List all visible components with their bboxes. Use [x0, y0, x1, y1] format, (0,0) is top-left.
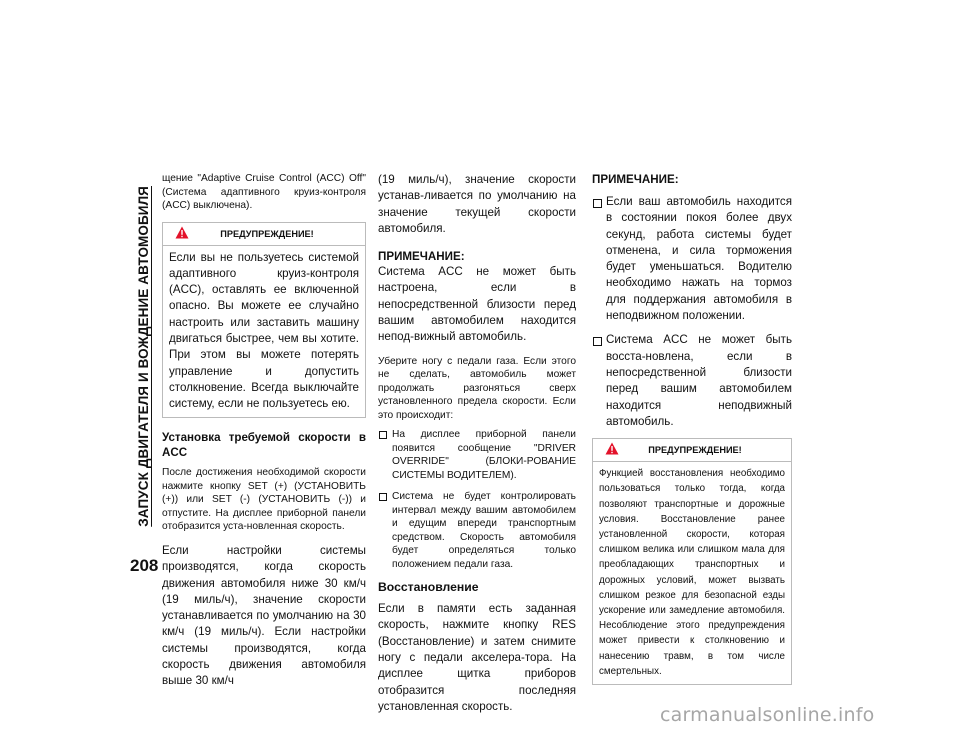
- warning-title: ПРЕДУПРЕЖДЕНИЕ!: [648, 445, 742, 456]
- list-item: [378, 428, 576, 482]
- accelerator-paragraph: Уберите ногу с педали газа. Если этого не сделать, автомобиль может продолжать разгоняться сверх установленного предела скорости. Если это происходит:: [378, 355, 576, 421]
- warning-box-1: [162, 222, 366, 419]
- list-item: [378, 490, 576, 571]
- default-speed-paragraph: Если настройки системы производятся, когда скорость движения автомобиля ниже 30 км/ч (19 миль/ч), значение скорости устанавливается по умолчанию на 30 км/ч (19 миль/ч). Если настройки системы производятся, когда скорость движения автомобиля выше 30 км/ч: [162, 543, 366, 688]
- section-title-vertical: [130, 170, 156, 542]
- warning-header: [599, 439, 785, 461]
- checkbox-bullet-icon: [593, 199, 602, 208]
- column-1: [162, 172, 366, 690]
- list-item-text: На дисплее приборной панели появится сообщение "DRIVER OVERRIDE" (БЛОКИ-РОВАНИЕ СИСТЕМЫ ВОДИТЕЛЕМ).: [392, 429, 576, 481]
- set-speed-instructions: После достижения необходимой скорости нажмите кнопку SET (+) (УСТАНОВИТЬ (+)) или SET (-) (УСТАНОВИТЬ (-)) и отпустите. На дисплее приборной панели отобразится уста-новленная скорость.: [162, 467, 366, 533]
- heading-set-speed: Установка требуемой скорости в ACC: [162, 431, 366, 460]
- watermark: carmanualsonline.info: [660, 704, 875, 726]
- list-item: [592, 332, 792, 430]
- warning-icon: [175, 226, 189, 239]
- note-title: ПРИМЕЧАНИЕ:: [378, 250, 465, 264]
- list-item-text: Если ваш автомобиль находится в состоянии покоя более двух секунд, работа системы будет отменена, и сила торможения будет уменьшаться. Водителю необходимо нажать на тормоз для поддержания автомобиля в неподвижном положении.: [606, 195, 792, 323]
- section-title-text: ЗАПУСК ДВИГАТЕЛЯ И ВОЖДЕНИЕ АВТОМОБИЛЯ: [135, 185, 151, 527]
- list-item-text: Система ACC не может быть восста-новлена, если в непосредственной близости перед вашим автомобилем находится неподвижный автомобиль.: [606, 333, 792, 428]
- warning-text: Функцией восстановления необходимо пользоваться только тогда, когда позволяют транспортные и дорожные условия. Восстановление ранее установленной скорости, которая слишком велика или слишком мала для преобладающих транспортных и дорожных условий, может вызвать слишком резкое для безопасной езды ускорение или замедление автомобиля. Несоблюдение этого предупреждения может привести к столкновению и нанесению травм, в том числе смертельных.: [599, 468, 785, 677]
- warning-header: [169, 223, 359, 245]
- heading-resume: Восстановление: [378, 580, 479, 595]
- warning-box-2: [592, 438, 792, 685]
- continued-paragraph: (19 миль/ч), значение скорости устанав-ливается по умолчанию на значение текущей скорости автомобиля.: [378, 173, 576, 235]
- list-item-text: Система не будет контролировать интервал между вашим автомобилем и едущим впереди транспортным средством. Скорость автомобиля будет определяться только положением педали газа.: [392, 491, 576, 570]
- intro-paragraph: щение "Adaptive Cruise Control (ACC) Off" (Система адаптивного круиз-контроля (ACC) выключена).: [162, 173, 366, 211]
- note-title: ПРИМЕЧАНИЕ:: [592, 173, 679, 186]
- list-item: [592, 194, 792, 324]
- warning-text: Если вы не пользуетесь системой адаптивного круиз-контроля (ACC), оставлять ее включенной опасно. Вы можете ее случайно настроить или заставить машину двигаться быстрее, чем вы хотите. При этом вы можете потерять управление и допустить столкновение. Всегда выключайте систему, если не пользуетесь ею.: [169, 250, 359, 411]
- resume-paragraph: Если в памяти есть заданная скорость, нажмите кнопку RES (Восстановление) и затем снимите ногу с педали акселера-тора. На дисплее щитка приборов отобразится последняя установленная скорость.: [378, 602, 576, 713]
- warning-icon: [605, 442, 619, 455]
- checkbox-bullet-icon: [593, 337, 602, 346]
- column-3: [592, 172, 792, 685]
- checkbox-bullet-icon: [379, 431, 387, 439]
- column-2: [378, 172, 576, 715]
- page-number: 208: [130, 556, 159, 575]
- note-text: Система ACC не может быть настроена, если в непосредственной близости перед вашим автомобилем находится непод-вижный автомобиль.: [378, 265, 576, 344]
- warning-title: ПРЕДУПРЕЖДЕНИЕ!: [220, 228, 314, 239]
- checkbox-bullet-icon: [379, 493, 387, 501]
